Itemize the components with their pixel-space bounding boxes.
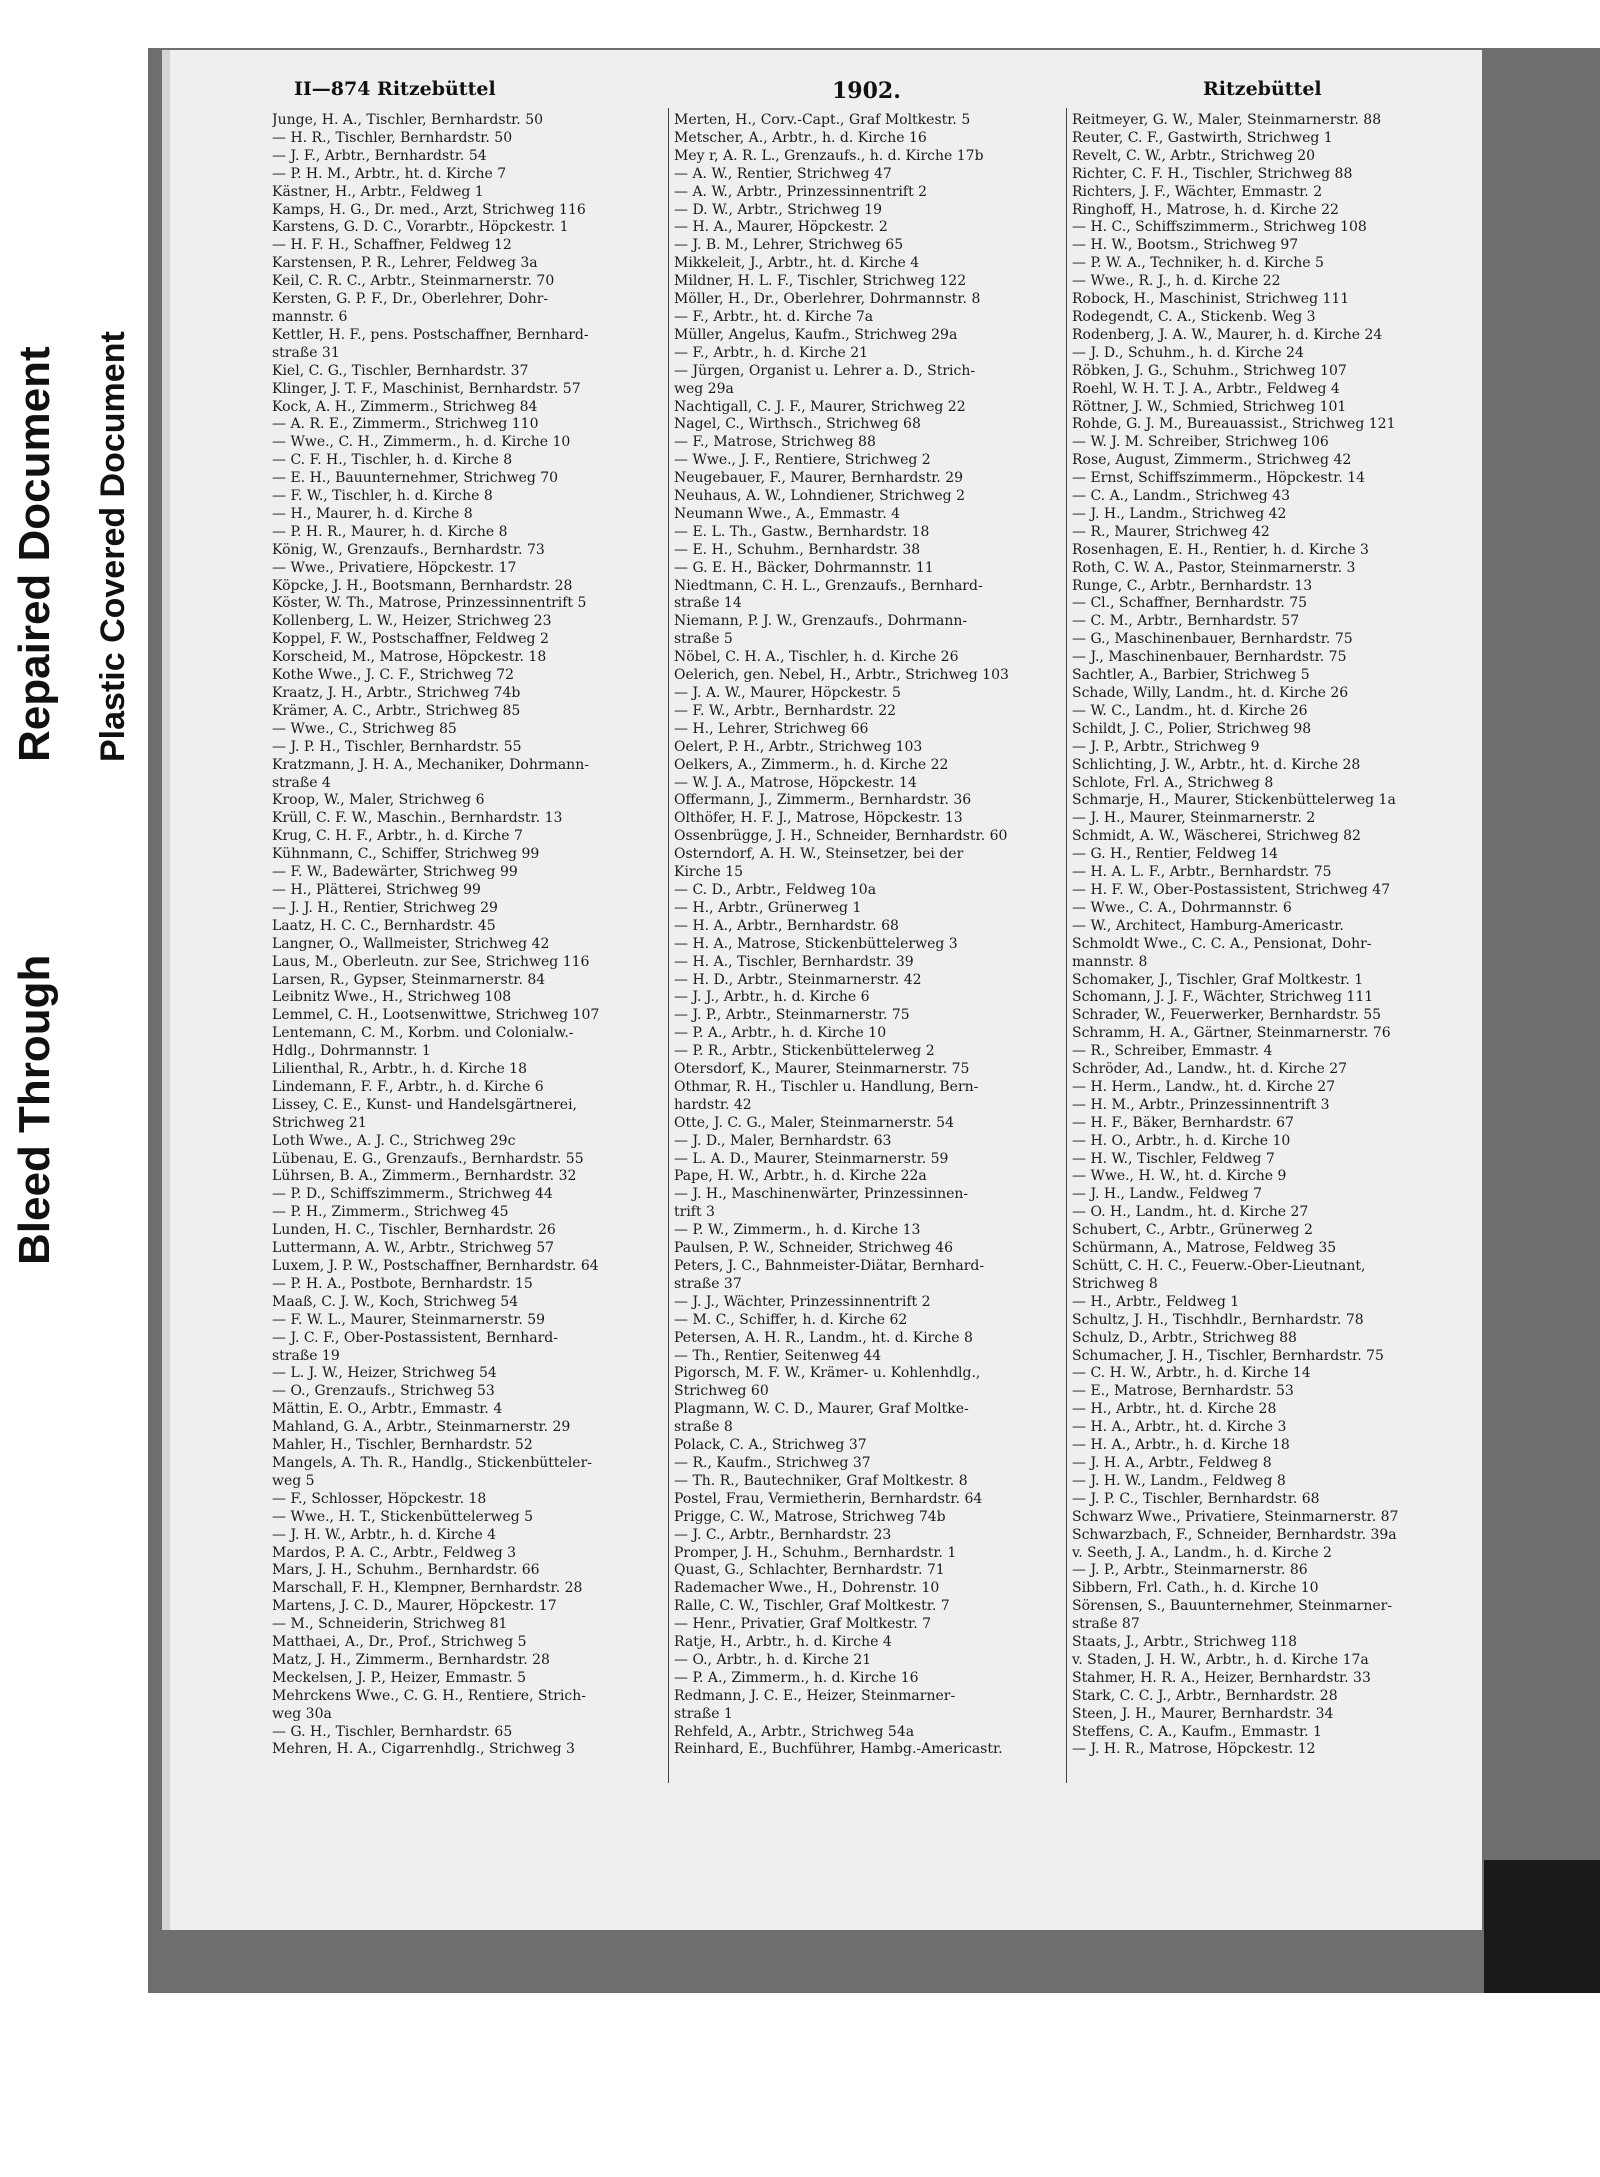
directory-entry: — H. A., Arbtr., ht. d. Kirche 3 <box>1072 1419 1287 1436</box>
directory-entry: — J. P., Arbtr., Steinmarnerstr. 86 <box>1072 1562 1308 1579</box>
directory-entry: — G. H., Rentier, Feldweg 14 <box>1072 846 1279 863</box>
directory-entry: — H. M., Arbtr., Prinzessinnentrift 3 <box>1072 1096 1330 1113</box>
directory-entry: Peters, J. C., Bahnmeister-Diätar, Bernhard- <box>674 1258 985 1274</box>
directory-entry: — H. W., Bootsm., Strichweg 97 <box>1072 237 1299 254</box>
directory-entry: Schütt, C. H. C., Feuerw.-Ober-Lieutnant, <box>1072 1258 1366 1274</box>
directory-entry: Korscheid, M., Matrose, Höpckestr. 18 <box>272 649 547 666</box>
directory-entry: Maaß, C. J. W., Koch, Strichweg 54 <box>272 1293 519 1310</box>
directory-entry: Rademacher Wwe., H., Dohrenstr. 10 <box>674 1580 940 1597</box>
directory-entry: Mehrckens Wwe., C. G. H., Rentiere, Strich- <box>272 1687 586 1704</box>
directory-entry: Luttermann, A. W., Arbtr., Strichweg 57 <box>272 1240 555 1257</box>
directory-entry: Klinger, J. T. F., Maschinist, Bernhardstr. 57 <box>272 380 581 397</box>
directory-entry: — G. E. H., Bäcker, Dohrmannstr. 11 <box>674 559 934 576</box>
directory-entry: — Th., Rentier, Seitenweg 44 <box>674 1347 882 1364</box>
directory-entry: Steffens, C. A., Kaufm., Emmastr. 1 <box>1072 1723 1322 1740</box>
directory-column-3 <box>1072 112 1464 1759</box>
directory-entry: — H. A., Tischler, Bernhardstr. 39 <box>674 953 914 970</box>
directory-entry: Schmoldt Wwe., C. C. A., Pensionat, Dohr- <box>1072 935 1372 952</box>
directory-entry: — H. A., Matrose, Stickenbüttelerweg 3 <box>674 935 958 952</box>
directory-entry: — F., Arbtr., h. d. Kirche 21 <box>674 344 869 361</box>
page-header-left: II—874 Ritzebüttel <box>294 78 496 100</box>
directory-entry: — Wwe., C. A., Dohrmannstr. 6 <box>1072 899 1292 916</box>
directory-entry: Schultz, J. H., Tischhdlr., Bernhardstr. 78 <box>1072 1311 1364 1328</box>
directory-entry: — J. P., Arbtr., Steinmarnerstr. 75 <box>674 1007 910 1024</box>
directory-entry: v. Seeth, J. A., Landm., h. d. Kirche 2 <box>1072 1544 1332 1561</box>
directory-entry: — H. A., Arbtr., Bernhardstr. 68 <box>674 917 899 934</box>
directory-entry: Loth Wwe., A. J. C., Strichweg 29c <box>272 1132 516 1149</box>
directory-entry: — J. H., Landm., Strichweg 42 <box>1072 505 1287 522</box>
directory-entry: Lührsen, B. A., Zimmerm., Bernhardstr. 32 <box>272 1168 577 1185</box>
directory-entry: — H. O., Arbtr., h. d. Kirche 10 <box>1072 1132 1291 1149</box>
directory-entry: straße 14 <box>674 595 742 612</box>
directory-entry: Junge, H. A., Tischler, Bernhardstr. 50 <box>272 112 544 128</box>
directory-entry: Kroop, W., Maler, Strichweg 6 <box>272 792 485 809</box>
directory-entry: — Jürgen, Organist u. Lehrer a. D., Strich- <box>674 362 976 379</box>
directory-entry: Roth, C. W. A., Pastor, Steinmarnerstr. 3 <box>1072 559 1356 576</box>
directory-entry: Schrader, W., Feuerwerker, Bernhardstr. 55 <box>1072 1007 1382 1024</box>
directory-entry: Offermann, J., Zimmerm., Bernhardstr. 36 <box>674 792 972 809</box>
directory-entry: — Wwe., Privatiere, Höpckestr. 17 <box>272 559 517 576</box>
directory-entry: — J. H., Landw., Feldweg 7 <box>1072 1186 1262 1203</box>
directory-entry: — H. A. L. F., Arbtr., Bernhardstr. 75 <box>1072 864 1332 881</box>
directory-entry: Mikkeleit, J., Arbtr., ht. d. Kirche 4 <box>674 255 920 272</box>
directory-entry: — H. R., Tischler, Bernhardstr. 50 <box>272 129 513 146</box>
directory-entry: — H. W., Tischler, Feldweg 7 <box>1072 1150 1275 1167</box>
directory-entry: Staats, J., Arbtr., Strichweg 118 <box>1072 1634 1298 1651</box>
directory-entry: — E., Matrose, Bernhardstr. 53 <box>1072 1383 1294 1400</box>
directory-entry: — P. H. A., Postbote, Bernhardstr. 15 <box>272 1275 533 1292</box>
directory-entry: Plagmann, W. C. D., Maurer, Graf Moltke- <box>674 1401 969 1418</box>
directory-entry: Paulsen, P. W., Schneider, Strichweg 46 <box>674 1240 954 1257</box>
directory-entry: Krug, C. H. F., Arbtr., h. d. Kirche 7 <box>272 828 523 845</box>
directory-entry: Schildt, J. C., Polier, Strichweg 98 <box>1072 720 1312 737</box>
directory-entry: Petersen, A. H. R., Landm., ht. d. Kirche 8 <box>674 1329 973 1346</box>
directory-entry: Osterndorf, A. H. W., Steinsetzer, bei der <box>674 846 964 863</box>
directory-entry: Krämer, A. C., Arbtr., Strichweg 85 <box>272 702 521 719</box>
directory-entry: Strichweg 8 <box>1072 1275 1158 1292</box>
directory-entry: — J. C., Arbtr., Bernhardstr. 23 <box>674 1526 892 1543</box>
directory-entry: Olthöfer, H. F. J., Matrose, Höpckestr. 13 <box>674 810 963 827</box>
directory-entry: — H. D., Arbtr., Steinmarnerstr. 42 <box>674 971 922 988</box>
directory-entry: — F. W., Tischler, h. d. Kirche 8 <box>272 488 493 505</box>
directory-entry: Köpcke, J. H., Bootsmann, Bernhardstr. 28 <box>272 577 573 594</box>
directory-entry: — J. H., Maurer, Steinmarnerstr. 2 <box>1072 810 1316 827</box>
directory-entry: Strichweg 21 <box>272 1114 367 1131</box>
directory-entry: Schmidt, A. W., Wäscherei, Strichweg 82 <box>1072 828 1361 845</box>
directory-entry: Rodegendt, C. A., Stickenb. Weg 3 <box>1072 308 1316 325</box>
directory-entry: Mahler, H., Tischler, Bernhardstr. 52 <box>272 1437 533 1454</box>
directory-entry: weg 30a <box>272 1705 332 1722</box>
directory-entry: Neugebauer, F., Maurer, Bernhardstr. 29 <box>674 470 964 487</box>
directory-entry: — J. H. W., Landm., Feldweg 8 <box>1072 1472 1286 1489</box>
directory-column-1 <box>272 112 666 1759</box>
directory-entry: Roehl, W. H. T. J. A., Arbtr., Feldweg 4 <box>1072 380 1340 397</box>
directory-entry: — J. P. H., Tischler, Bernhardstr. 55 <box>272 738 522 755</box>
directory-entry: — J., Maschinenbauer, Bernhardstr. 75 <box>1072 649 1347 666</box>
directory-entry: straße 5 <box>674 631 733 648</box>
directory-entry: — C. F. H., Tischler, h. d. Kirche 8 <box>272 452 513 469</box>
directory-entry: hardstr. 42 <box>674 1096 752 1113</box>
directory-entry: Schomann, J. J. F., Wächter, Strichweg 111 <box>1072 989 1374 1006</box>
directory-entry: Pape, H. W., Arbtr., h. d. Kirche 22a <box>674 1168 927 1185</box>
directory-entry: Kühnmann, C., Schiffer, Strichweg 99 <box>272 846 540 863</box>
directory-entry: — Wwe., H. T., Stickenbüttelerweg 5 <box>272 1508 534 1525</box>
directory-entry: Mars, J. H., Schuhm., Bernhardstr. 66 <box>272 1562 540 1579</box>
directory-entry: Kersten, G. P. F., Dr., Oberlehrer, Dohr- <box>272 291 549 308</box>
directory-entry: — R., Kaufm., Strichweg 37 <box>674 1454 871 1471</box>
directory-entry: — W., Architect, Hamburg-Americastr. <box>1072 917 1344 934</box>
directory-entry: Nöbel, C. H. A., Tischler, h. d. Kirche 26 <box>674 649 959 666</box>
directory-entry: Schlichting, J. W., Arbtr., ht. d. Kirche 28 <box>1072 756 1361 773</box>
directory-entry: Kiel, C. G., Tischler, Bernhardstr. 37 <box>272 362 529 379</box>
directory-entry: Schramm, H. A., Gärtner, Steinmarnerstr. 76 <box>1072 1025 1391 1042</box>
directory-entry: — D. W., Arbtr., Strichweg 19 <box>674 201 883 218</box>
directory-entry: — O. H., Landm., ht. d. Kirche 27 <box>1072 1204 1309 1221</box>
directory-entry: Reinhard, E., Buchführer, Hambg.-Americastr. <box>674 1741 1003 1758</box>
directory-entry: Röbken, J. G., Schuhm., Strichweg 107 <box>1072 362 1347 379</box>
directory-entry: — E. H., Schuhm., Bernhardstr. 38 <box>674 541 921 558</box>
directory-entry: v. Staden, J. H. W., Arbtr., h. d. Kirche 17a <box>1072 1651 1369 1668</box>
directory-entry: — L. J. W., Heizer, Strichweg 54 <box>272 1365 497 1382</box>
page-header-right: Ritzebüttel <box>1203 78 1322 100</box>
directory-entry: Ringhoff, H., Matrose, h. d. Kirche 22 <box>1072 201 1339 218</box>
directory-entry: Mardos, P. A. C., Arbtr., Feldweg 3 <box>272 1544 517 1561</box>
directory-entry: — P. W., Zimmerm., h. d. Kirche 13 <box>674 1222 921 1239</box>
directory-entry: Strichweg 60 <box>674 1383 769 1400</box>
directory-entry: Schulz, D., Arbtr., Strichweg 88 <box>1072 1329 1297 1346</box>
directory-entry: — A. W., Arbtr., Prinzessinnentrift 2 <box>674 183 928 200</box>
directory-entry: — R., Schreiber, Emmastr. 4 <box>1072 1043 1273 1060</box>
directory-entry: Krüll, C. F. W., Maschin., Bernhardstr. 13 <box>272 810 563 827</box>
scanner-edge <box>1484 1860 1600 1993</box>
directory-entry: Quast, G., Schlachter, Bernhardstr. 71 <box>674 1562 945 1579</box>
directory-entry: — J. P., Arbtr., Strichweg 9 <box>1072 738 1260 755</box>
directory-entry: Lentemann, C. M., Korbm. und Colonialw.- <box>272 1025 574 1042</box>
directory-entry: — J. J. H., Rentier, Strichweg 29 <box>272 899 498 916</box>
directory-entry: mannstr. 6 <box>272 308 348 325</box>
directory-entry: Ratje, H., Arbtr., h. d. Kirche 4 <box>674 1634 892 1651</box>
directory-entry: — W. J. M. Schreiber, Strichweg 106 <box>1072 434 1329 451</box>
directory-entry: — Wwe., R. J., h. d. Kirche 22 <box>1072 273 1281 290</box>
directory-entry: — J. J., Wächter, Prinzessinnentrift 2 <box>674 1293 931 1310</box>
directory-entry: König, W., Grenzaufs., Bernhardstr. 73 <box>272 541 545 558</box>
directory-entry: Schmarje, H., Maurer, Stickenbüttelerweg 1a <box>1072 792 1396 809</box>
directory-entry: — J. A. W., Maurer, Höpckestr. 5 <box>674 685 901 701</box>
directory-entry: Steen, J. H., Maurer, Bernhardstr. 34 <box>1072 1705 1334 1722</box>
directory-entry: — Wwe., J. F., Rentiere, Strichweg 2 <box>674 452 931 469</box>
directory-entry: — P. H. R., Maurer, h. d. Kirche 8 <box>272 523 508 540</box>
directory-entry: — J. C. F., Ober-Postassistent, Bernhard- <box>272 1329 558 1346</box>
directory-entry: Othmar, R. H., Tischler u. Handlung, Bern- <box>674 1078 979 1095</box>
directory-entry: — Wwe., C. H., Zimmerm., h. d. Kirche 10 <box>272 434 571 451</box>
directory-entry: — F. W., Arbtr., Bernhardstr. 22 <box>674 702 897 719</box>
directory-entry: Hdlg., Dohrmannstr. 1 <box>272 1043 431 1060</box>
directory-entry: — H. A., Arbtr., h. d. Kirche 18 <box>1072 1437 1290 1454</box>
directory-entry: — E. H., Bauunternehmer, Strichweg 70 <box>272 470 559 487</box>
directory-entry: — F. W. L., Maurer, Steinmarnerstr. 59 <box>272 1311 546 1328</box>
directory-entry: Revelt, C. W., Arbtr., Strichweg 20 <box>1072 147 1316 164</box>
repaired-document-label: Repaired Document <box>10 346 59 762</box>
directory-entry: Kock, A. H., Zimmerm., Strichweg 84 <box>272 398 538 415</box>
directory-entry: Schubert, C., Arbtr., Grünerweg 2 <box>1072 1222 1313 1239</box>
plastic-covered-label: Plastic Covered Document <box>94 331 132 762</box>
directory-column-2 <box>674 112 1066 1759</box>
directory-entry: Ossenbrügge, J. H., Schneider, Bernhardstr. 60 <box>674 828 1008 845</box>
bleed-through-label: Bleed Through <box>10 954 59 1265</box>
directory-entry: Kratzmann, J. H. A., Mechaniker, Dohrmann- <box>272 756 589 773</box>
directory-entry: — P. W. A., Techniker, h. d. Kirche 5 <box>1072 255 1324 272</box>
directory-entry: Niedtmann, C. H. L., Grenzaufs., Bernhard- <box>674 577 983 594</box>
directory-entry: Oelkers, A., Zimmerm., h. d. Kirche 22 <box>674 756 949 773</box>
directory-entry: Kothe Wwe., J. C. F., Strichweg 72 <box>272 667 515 684</box>
directory-entry: — O., Grenzaufs., Strichweg 53 <box>272 1383 495 1400</box>
directory-entry: — F., Matrose, Strichweg 88 <box>674 434 876 451</box>
directory-entry: Oelerich, gen. Nebel, H., Arbtr., Strichweg 103 <box>674 667 1009 684</box>
directory-entry: Kästner, H., Arbtr., Feldweg 1 <box>272 183 484 200</box>
directory-entry: Röttner, J. W., Schmied, Strichweg 101 <box>1072 398 1347 415</box>
directory-entry: — H., Maurer, h. d. Kirche 8 <box>272 505 473 522</box>
directory-entry: — H., Arbtr., Feldweg 1 <box>1072 1293 1240 1310</box>
directory-entry: — J. H. R., Matrose, Höpckestr. 12 <box>1072 1741 1316 1758</box>
directory-entry: — C. M., Arbtr., Bernhardstr. 57 <box>1072 613 1300 630</box>
directory-entry: Mahland, G. A., Arbtr., Steinmarnerstr. 29 <box>272 1419 571 1436</box>
directory-entry: Lissey, C. E., Kunst- und Handelsgärtnerei, <box>272 1096 577 1113</box>
directory-entry: Oelert, P. H., Arbtr., Strichweg 103 <box>674 738 923 755</box>
directory-entry: Nachtigall, C. J. F., Maurer, Strichweg 22 <box>674 398 966 415</box>
directory-entry: Marschall, F. H., Klempner, Bernhardstr. 28 <box>272 1580 583 1597</box>
directory-entry: Schomaker, J., Tischler, Graf Moltkestr. 1 <box>1072 971 1364 988</box>
directory-entry: Stahmer, H. R. A., Heizer, Bernhardstr. 33 <box>1072 1669 1371 1686</box>
directory-entry: Kollenberg, L. W., Heizer, Strichweg 23 <box>272 613 552 630</box>
directory-entry: Neuhaus, A. W., Lohndiener, Strichweg 2 <box>674 488 965 505</box>
directory-entry: Kirche 15 <box>674 864 744 881</box>
directory-entry: Nagel, C., Wirthsch., Strichweg 68 <box>674 416 921 433</box>
directory-entry: Schade, Willy, Landm., ht. d. Kirche 26 <box>1072 685 1349 701</box>
directory-entry: — J. H. W., Arbtr., h. d. Kirche 4 <box>272 1526 497 1543</box>
directory-entry: — J. D., Maler, Bernhardstr. 63 <box>674 1132 892 1149</box>
directory-entry: Stark, C. C. J., Arbtr., Bernhardstr. 28 <box>1072 1687 1338 1704</box>
directory-entry: — W. J. A., Matrose, Höpckestr. 14 <box>674 774 917 791</box>
directory-entry: Rodenberg, J. A. W., Maurer, h. d. Kirche 24 <box>1072 326 1383 343</box>
directory-entry: Martens, J. C. D., Maurer, Höpckestr. 17 <box>272 1598 557 1615</box>
directory-entry: Sörensen, S., Bauunternehmer, Steinmarner- <box>1072 1598 1393 1615</box>
directory-entry: Robock, H., Maschinist, Strichweg 111 <box>1072 291 1350 308</box>
directory-entry: — H., Arbtr., ht. d. Kirche 28 <box>1072 1401 1277 1418</box>
directory-entry: Schlote, Frl. A., Strichweg 8 <box>1072 774 1274 791</box>
directory-entry: Lindemann, F. F., Arbtr., h. d. Kirche 6 <box>272 1078 544 1095</box>
directory-entry: — A. R. E., Zimmerm., Strichweg 110 <box>272 416 539 433</box>
directory-entry: mannstr. 8 <box>1072 953 1148 970</box>
directory-entry: Laatz, H. C. C., Bernhardstr. 45 <box>272 917 496 934</box>
directory-entry: Mehren, H. A., Cigarrenhdlg., Strichweg 3 <box>272 1741 575 1758</box>
directory-entry: Lilienthal, R., Arbtr., h. d. Kirche 18 <box>272 1061 528 1078</box>
directory-entry: — P. A., Zimmerm., h. d. Kirche 16 <box>674 1669 919 1686</box>
directory-entry: straße 8 <box>674 1419 733 1436</box>
directory-entry: straße 31 <box>272 344 340 361</box>
directory-entry: Rosenhagen, E. H., Rentier, h. d. Kirche 3 <box>1072 541 1369 558</box>
directory-entry: — P. R., Arbtr., Stickenbüttelerweg 2 <box>674 1043 935 1060</box>
directory-entry: — Wwe., C., Strichweg 85 <box>272 720 457 737</box>
directory-entry: Müller, Angelus, Kaufm., Strichweg 29a <box>674 326 958 343</box>
directory-entry: Schröder, Ad., Landw., ht. d. Kirche 27 <box>1072 1061 1348 1078</box>
directory-entry: — P. D., Schiffszimmerm., Strichweg 44 <box>272 1186 553 1203</box>
directory-entry: Kraatz, J. H., Arbtr., Strichweg 74b <box>272 685 521 701</box>
page-header-year: 1902. <box>832 78 901 104</box>
directory-entry: Mangels, A. Th. R., Handlg., Stickenbütteler- <box>272 1454 593 1471</box>
directory-entry: — O., Arbtr., h. d. Kirche 21 <box>674 1651 872 1668</box>
directory-entry: straße 19 <box>272 1347 340 1364</box>
directory-entry: — L. A. D., Maurer, Steinmarnerstr. 59 <box>674 1150 949 1167</box>
directory-entry: Mättin, E. O., Arbtr., Emmastr. 4 <box>272 1401 503 1418</box>
directory-entry: — G. H., Tischler, Bernhardstr. 65 <box>272 1723 513 1740</box>
directory-entry: Koppel, F. W., Postschaffner, Feldweg 2 <box>272 631 549 648</box>
directory-entry: Schürmann, A., Matrose, Feldweg 35 <box>1072 1240 1337 1257</box>
column-divider <box>1066 108 1067 1783</box>
directory-entry: — H., Lehrer, Strichweg 66 <box>674 720 869 737</box>
directory-entry: — G., Maschinenbauer, Bernhardstr. 75 <box>1072 631 1353 648</box>
directory-entry: — H. F. W., Ober-Postassistent, Strichweg 47 <box>1072 881 1391 898</box>
directory-entry: — P. H., Zimmerm., Strichweg 45 <box>272 1204 509 1221</box>
directory-entry: Matthaei, A., Dr., Prof., Strichweg 5 <box>272 1634 527 1651</box>
directory-entry: Karstens, G. D. C., Vorarbtr., Höpckestr. 1 <box>272 219 569 236</box>
directory-entry: weg 5 <box>272 1472 315 1489</box>
directory-entry: — J. J., Arbtr., h. d. Kirche 6 <box>674 989 870 1006</box>
directory-entry: — Cl., Schaffner, Bernhardstr. 75 <box>1072 595 1308 612</box>
directory-entry: — P. H. M., Arbtr., ht. d. Kirche 7 <box>272 165 507 182</box>
directory-entry: Luxem, J. P. W., Postschaffner, Bernhardstr. 64 <box>272 1258 599 1274</box>
directory-entry: Sachtler, A., Barbier, Strichweg 5 <box>1072 667 1310 684</box>
directory-entry: — Ernst, Schiffszimmerm., Höpckestr. 14 <box>1072 470 1366 487</box>
directory-entry: Rehfeld, A., Arbtr., Strichweg 54a <box>674 1723 915 1740</box>
directory-entry: Reuter, C. F., Gastwirth, Strichweg 1 <box>1072 129 1333 146</box>
directory-entry: — W. C., Landm., ht. d. Kirche 26 <box>1072 702 1308 719</box>
directory-entry: — A. W., Rentier, Strichweg 47 <box>674 165 892 182</box>
directory-entry: Prigge, C. W., Matrose, Strichweg 74b <box>674 1508 946 1525</box>
directory-entry: Kamps, H. G., Dr. med., Arzt, Strichweg 116 <box>272 201 586 218</box>
directory-entry: — Th. R., Bautechniker, Graf Moltkestr. 8 <box>674 1472 968 1489</box>
directory-entry: Pigorsch, M. F. W., Krämer- u. Kohlenhdlg., <box>674 1365 981 1382</box>
directory-entry: — H. Herm., Landw., ht. d. Kirche 27 <box>1072 1078 1336 1095</box>
directory-entry: Leibnitz Wwe., H., Strichweg 108 <box>272 989 512 1006</box>
directory-entry: Otersdorf, K., Maurer, Steinmarnerstr. 75 <box>674 1061 970 1078</box>
directory-entry: Keil, C. R. C., Arbtr., Steinmarnerstr. 70 <box>272 273 555 290</box>
directory-entry: Reitmeyer, G. W., Maler, Steinmarnerstr. 88 <box>1072 112 1382 128</box>
directory-entry: — M. C., Schiffer, h. d. Kirche 62 <box>674 1311 908 1328</box>
directory-entry: — C. A., Landm., Strichweg 43 <box>1072 488 1291 505</box>
directory-entry: — H., Arbtr., Grünerweg 1 <box>674 899 862 916</box>
directory-entry: — P. A., Arbtr., h. d. Kirche 10 <box>674 1025 887 1042</box>
directory-entry: straße 1 <box>674 1705 733 1722</box>
directory-entry: — J. H., Maschinenwärter, Prinzessinnen- <box>674 1186 969 1203</box>
directory-entry: Mey r, A. R. L., Grenzaufs., h. d. Kirche 17b <box>674 147 984 164</box>
directory-entry: — F., Schlosser, Höpckestr. 18 <box>272 1490 487 1507</box>
directory-entry: Postel, Frau, Vermietherin, Bernhardstr. 64 <box>674 1490 983 1507</box>
directory-entry: Laus, M., Oberleutn. zur See, Strichweg 116 <box>272 953 590 970</box>
directory-entry: — H., Plätterei, Strichweg 99 <box>272 881 481 898</box>
directory-entry: Runge, C., Arbtr., Bernhardstr. 13 <box>1072 577 1313 594</box>
directory-entry: — H. A., Maurer, Höpckestr. 2 <box>674 219 888 236</box>
directory-entry: Möller, H., Dr., Oberlehrer, Dohrmannstr. 8 <box>674 291 981 308</box>
directory-entry: weg 29a <box>674 380 734 397</box>
directory-entry: Sibbern, Frl. Cath., h. d. Kirche 10 <box>1072 1580 1319 1597</box>
directory-entry: — J. H. A., Arbtr., Feldweg 8 <box>1072 1454 1272 1471</box>
directory-entry: — J. B. M., Lehrer, Strichweg 65 <box>674 237 904 254</box>
directory-entry: Meckelsen, J. P., Heizer, Emmastr. 5 <box>272 1669 527 1686</box>
directory-entry: — J. D., Schuhm., h. d. Kirche 24 <box>1072 344 1304 361</box>
directory-entry: Promper, J. H., Schuhm., Bernhardstr. 1 <box>674 1544 957 1561</box>
directory-entry: straße 87 <box>1072 1616 1140 1633</box>
directory-entry: Ralle, C. W., Tischler, Graf Moltkestr. 7 <box>674 1598 950 1615</box>
directory-entry: — R., Maurer, Strichweg 42 <box>1072 523 1270 540</box>
directory-entry: straße 4 <box>272 774 331 791</box>
directory-entry: Lübenau, E. G., Grenzaufs., Bernhardstr. 55 <box>272 1150 584 1167</box>
directory-entry: — Henr., Privatier, Graf Moltkestr. 7 <box>674 1616 932 1633</box>
directory-entry: Matz, J. H., Zimmerm., Bernhardstr. 28 <box>272 1651 550 1668</box>
directory-entry: Langner, O., Wallmeister, Strichweg 42 <box>272 935 550 952</box>
directory-entry: Schumacher, J. H., Tischler, Bernhardstr. 75 <box>1072 1347 1384 1364</box>
directory-entry: Larsen, R., Gypser, Steinmarnerstr. 84 <box>272 971 546 988</box>
directory-entry: straße 37 <box>674 1275 742 1292</box>
directory-entry: — C. D., Arbtr., Feldweg 10a <box>674 881 877 898</box>
directory-entry: Karstensen, P. R., Lehrer, Feldweg 3a <box>272 255 538 272</box>
directory-entry: Schwarz Wwe., Privatiere, Steinmarnerstr. 87 <box>1072 1508 1399 1525</box>
directory-entry: — C. H. W., Arbtr., h. d. Kirche 14 <box>1072 1365 1311 1382</box>
directory-entry: — H. C., Schiffszimmerm., Strichweg 108 <box>1072 219 1367 236</box>
directory-entry: Rohde, G. J. M., Bureauassist., Strichweg 121 <box>1072 416 1396 433</box>
directory-entry: Köster, W. Th., Matrose, Prinzessinnentrift 5 <box>272 595 587 612</box>
directory-entry: Rose, August, Zimmerm., Strichweg 42 <box>1072 452 1352 469</box>
directory-entry: Neumann Wwe., A., Emmastr. 4 <box>674 505 901 522</box>
directory-entry: Richters, J. F., Wächter, Emmastr. 2 <box>1072 183 1323 200</box>
directory-entry: trift 3 <box>674 1204 715 1221</box>
directory-entry: Metscher, A., Arbtr., h. d. Kirche 16 <box>674 129 927 146</box>
directory-entry: Richter, C. F. H., Tischler, Strichweg 88 <box>1072 165 1353 182</box>
directory-entry: Schwarzbach, F., Schneider, Bernhardstr. 39a <box>1072 1526 1397 1543</box>
directory-entry: — H. F., Bäker, Bernhardstr. 67 <box>1072 1114 1294 1131</box>
directory-entry: Niemann, P. J. W., Grenzaufs., Dohrmann- <box>674 613 968 630</box>
directory-entry: — J. P. C., Tischler, Bernhardstr. 68 <box>1072 1490 1320 1507</box>
directory-entry: — J. F., Arbtr., Bernhardstr. 54 <box>272 147 487 164</box>
directory-entry: — M., Schneiderin, Strichweg 81 <box>272 1616 508 1633</box>
directory-entry: — E. L. Th., Gastw., Bernhardstr. 18 <box>674 523 930 540</box>
directory-entry: — H. F. H., Schaffner, Feldweg 12 <box>272 237 512 254</box>
directory-entry: Redmann, J. C. E., Heizer, Steinmarner- <box>674 1687 956 1704</box>
directory-entry: Mildner, H. L. F., Tischler, Strichweg 122 <box>674 273 967 290</box>
directory-entry: — Wwe., H. W., ht. d. Kirche 9 <box>1072 1168 1287 1185</box>
directory-entry: Merten, H., Corv.-Capt., Graf Moltkestr. 5 <box>674 112 971 128</box>
directory-entry: Polack, C. A., Strichweg 37 <box>674 1437 867 1454</box>
directory-entry: Kettler, H. F., pens. Postschaffner, Bernhard- <box>272 326 589 343</box>
directory-entry: Otte, J. C. G., Maler, Steinmarnerstr. 54 <box>674 1114 954 1131</box>
directory-entry: — F., Arbtr., ht. d. Kirche 7a <box>674 308 874 325</box>
directory-entry: Lunden, H. C., Tischler, Bernhardstr. 26 <box>272 1222 556 1239</box>
directory-entry: — F. W., Badewärter, Strichweg 99 <box>272 864 518 881</box>
directory-entry: Lemmel, C. H., Lootsenwittwe, Strichweg 107 <box>272 1007 600 1024</box>
column-divider <box>668 108 669 1783</box>
